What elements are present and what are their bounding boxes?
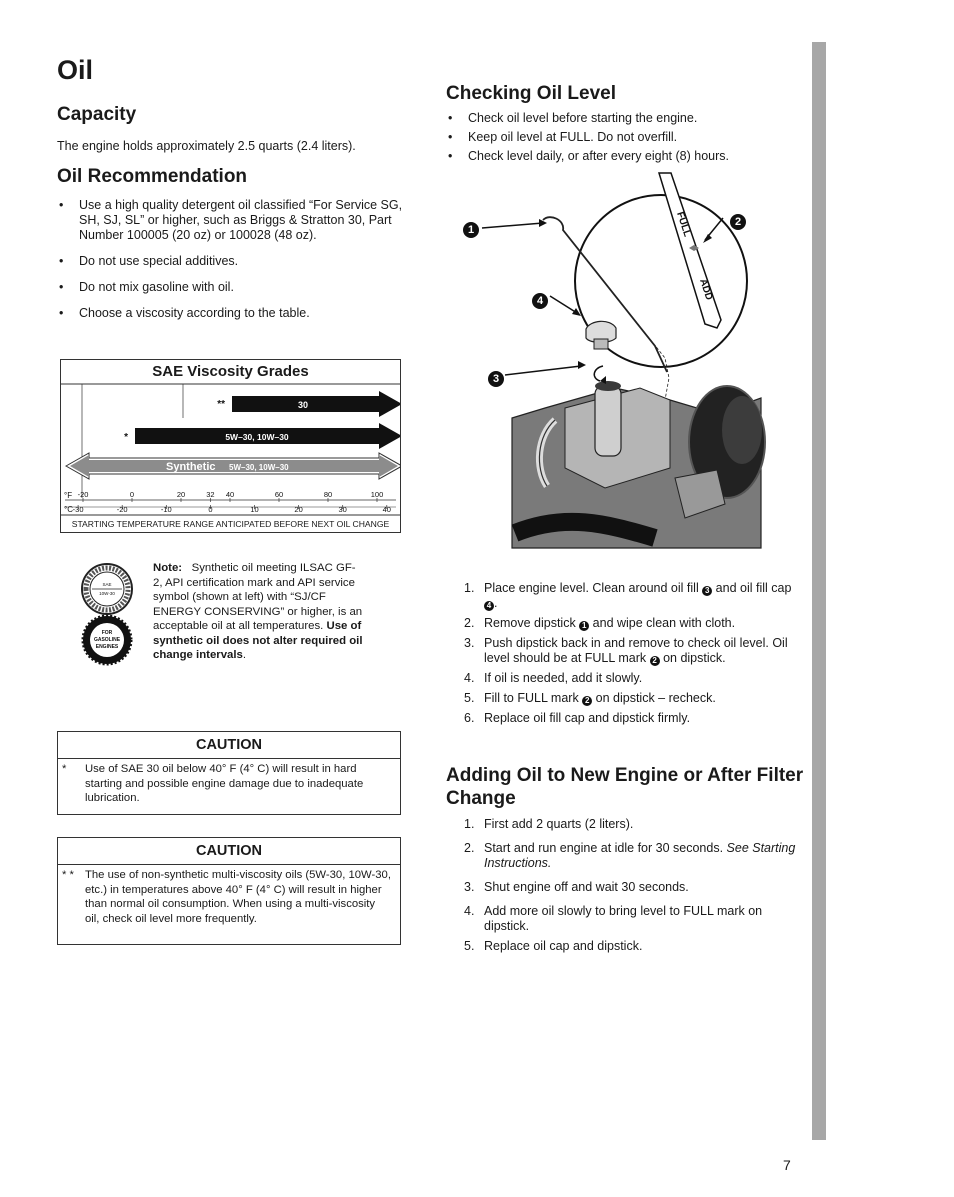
step-text: and oil fill cap [712,581,792,595]
c-tick-label: 20 [294,505,303,514]
c-tick-label: 0 [208,505,213,514]
step-number: 2. [464,841,475,855]
step-text: on dipstick – recheck. [592,691,716,705]
list-item: • Keep oil level at FULL. Do not overfill. [446,130,806,145]
step-number: 3. [464,880,475,894]
list-item: • Choose a viscosity according to the table. [57,306,412,321]
c-tick-labels [73,505,391,514]
f-unit-label: °F [64,491,73,500]
f-tick-label: 32 [206,490,215,499]
list-item [446,817,802,832]
oil-fill-tube [595,386,621,456]
list-item [446,711,802,726]
certification-mark-icon [83,616,131,664]
svg-text:ENGINES: ENGINES [95,644,119,650]
f-tick-label: 0 [129,490,135,499]
f-tick-label: -20 [77,490,89,499]
svg-text:GASOLINE: GASOLINE [93,637,121,643]
bar-sae30-label: 30 [297,400,309,410]
list-item [446,841,802,871]
list-item: • Check level daily, or after every eight (8) hours. [446,149,806,164]
callout-2-icon: 2 [650,656,660,666]
viscosity-chart-graphic [61,360,400,532]
step-text: Remove dipstick [484,616,580,630]
step-text: Push dipstick back in and remove to check oil level. Oil level should be at FULL mark [484,636,788,665]
step-italic-text: See Starting Instructions. [484,841,796,870]
step-number: 3. [464,636,475,650]
caution-body: The use of non-synthetic multi-viscosity oils (5W-30, 10W-30, etc.) in temperatures above 40° F (4° C) will result in higher than normal oil consumption. When using a multi-viscosity oil, check oil level more frequently. [85,869,391,925]
list-item: • Do not use special additives. [57,254,412,269]
f-tick-label: 20 [176,490,186,499]
step-text: on dipstick. [659,651,726,665]
arrow-dipstick [482,223,543,228]
step-text: Shut engine off and wait 30 seconds. [484,880,689,894]
capacity-text: The engine holds approximately 2.5 quarts (2.4 liters). [57,139,356,153]
viscosity-chart [60,359,401,533]
list-item [446,939,802,954]
step-text: Start and run engine at idle for 30 seconds. [484,841,727,855]
svg-text:SAE: SAE [102,582,112,587]
adding-heading: Adding Oil to New Engine or After Filter Change [446,765,804,809]
dipstick-add-label: ADD [697,277,715,302]
c-tick-label: 40 [382,505,391,514]
list-item: • Do not mix gasoline with oil. [57,280,412,295]
mark-multi: * [124,432,128,443]
step-text: If oil is needed, add it slowly. [484,671,643,685]
synthetic-oil-note [153,561,365,663]
mark-sae30: ** [217,399,225,410]
capacity-heading: Capacity [57,104,137,125]
c-tick-label: 30 [338,505,347,514]
viscosity-caption: STARTING TEMPERATURE RANGE ANTICIPATED BEFORE NEXT OIL CHANGE [71,519,390,529]
checking-heading: Checking Oil Level [446,83,616,104]
list-item [446,880,802,895]
f-tick-label: 40 [225,490,235,499]
arrow-cap [550,296,577,313]
engine-dipstick-illustration [455,168,805,568]
step-number: 2. [464,616,475,630]
bar-multi-label: 5W–30, 10W–30 [225,432,289,442]
page-sidebar-band [812,42,826,1140]
checking-list [446,111,806,164]
caution-body: Use of SAE 30 oil below 40° F (4° C) will result in hard starting and possible engine damage due to inadequate lubrication. [85,763,364,804]
callout-4-icon [532,290,548,309]
step-text: Replace oil cap and dipstick. [484,939,643,953]
page-title: Oil [57,55,94,85]
list-item [446,581,802,611]
note-end: . [242,649,247,661]
list-item: • Check oil level before starting the engine. [446,111,806,126]
viscosity-chart-title: SAE Viscosity Grades [152,363,309,380]
page-number: 7 [783,1157,791,1173]
caution-mark: * * [62,869,74,881]
list-item: • Use a high quality detergent oil classified “For Service SG, SH, SJ, SL” or higher, such as Briggs & Stratton 30, Part Number 100005 (20 oz) or 100028 (48 oz). [57,198,412,243]
bar-sae30 [232,391,400,417]
c-tick-label: 10 [250,505,259,514]
f-tick-label: 60 [274,490,284,499]
checking-steps [446,581,802,726]
callout-2-icon [730,211,746,230]
c-unit-label: °C [64,505,73,514]
caution-title: CAUTION [58,732,400,759]
recommendation-heading: Oil Recommendation [57,166,248,187]
step-number: 5. [464,691,475,705]
step-text: Add more oil slowly to bring level to FULL mark on dipstick. [484,904,763,933]
callout-4-icon: 4 [484,601,494,611]
list-item [446,691,802,706]
list-item [446,904,802,934]
step-number: 1. [464,817,475,831]
c-tick-label: -30 [72,505,84,514]
callout-2-label: 2 [730,214,746,230]
step-number: 4. [464,904,475,918]
caution-box-1 [57,731,401,815]
caution-text [58,865,400,926]
list-item [446,636,802,666]
step-number: 1. [464,581,475,595]
note-label: Note: [153,562,183,574]
callout-1-icon [463,219,479,238]
list-item [446,671,802,686]
callout-1-label: 1 [463,222,479,238]
step-text: Replace oil fill cap and dipstick firmly. [484,711,691,725]
step-number: 4. [464,671,475,685]
callout-3-label: 3 [488,371,504,387]
c-tick-label: -20 [116,505,128,514]
recommendation-list [57,198,412,321]
caution-box-2 [57,837,401,945]
step-number: 5. [464,939,475,953]
bar-synthetic-grades: 5W–30, 10W–30 [229,463,289,472]
note-bold: Use of synthetic oil does not alter required oil change intervals [153,620,363,661]
caution-mark: * [62,763,67,775]
arrow-fill [594,366,603,381]
step-text: . [494,596,498,610]
step-text: First add 2 quarts (2 liters). [484,817,634,831]
note-text: Synthetic oil meeting ILSAC GF-2, API certification mark and API service symbol (shown at left) with “SJ/CF ENERGY CONSERVING” or higher, is an acceptable oil at all temperatures. [153,562,363,632]
c-tick-label: -10 [160,505,172,514]
callout-1-icon: 1 [579,621,589,631]
callout-3-icon: 3 [702,586,712,596]
caution-title: CAUTION [58,838,400,865]
svg-text:10W-30: 10W-30 [99,591,115,596]
f-tick-label: 80 [323,490,333,499]
f-tick-label: 100 [370,490,384,499]
adding-steps [446,817,802,954]
callout-3-icon [488,368,504,387]
svg-text:FOR: FOR [101,630,113,636]
list-item [446,616,802,631]
caution-text [58,759,400,806]
callout-4-label: 4 [532,293,548,309]
callout-2-icon: 2 [582,696,592,706]
dipstick-full-label: FULL [674,210,693,239]
api-service-symbol-icon [80,562,136,666]
bar-synthetic-word: Synthetic [166,461,216,473]
step-number: 6. [464,711,475,725]
step-text: Fill to FULL mark [484,691,583,705]
arrow-fill-opening [505,366,581,375]
step-text: and wipe clean with cloth. [589,616,736,630]
step-text: Place engine level. Clean around oil fill [484,581,703,595]
